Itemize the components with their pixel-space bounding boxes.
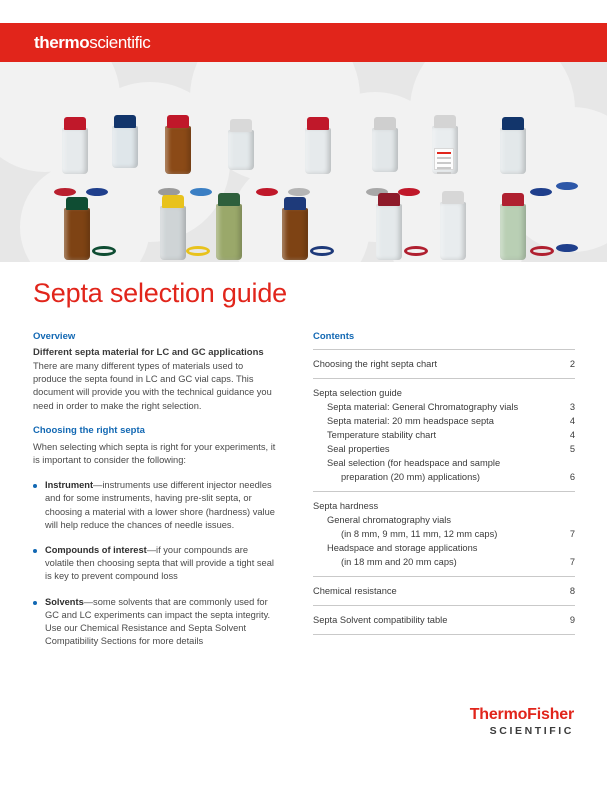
toc-entry[interactable] [313, 584, 575, 598]
bullet-term: Compounds of interest [45, 545, 147, 556]
toc-group-title [313, 386, 575, 400]
toc-label: Temperature stability chart [327, 430, 437, 440]
septum-blue-2 [190, 188, 212, 196]
septum-navy-2 [556, 182, 578, 190]
toc-entry[interactable] [313, 414, 575, 428]
divider [313, 634, 575, 635]
toc-group-title [313, 499, 575, 513]
toc-entry[interactable] [313, 400, 575, 414]
thermo-fisher-scientific-logo [470, 706, 574, 737]
contents-heading: Contents [313, 331, 355, 342]
toc-group-4 [313, 577, 575, 605]
overview-paragraph: There are many different types of materials used to produce the septa found in LC and GC vial caps. This document will provide you with the technical guidance you need in order to make the right selection. [33, 361, 272, 411]
toc-entry-continued[interactable] [313, 470, 575, 484]
overview-column [33, 331, 276, 660]
toc-label: Septa Solvent compatibility table [313, 615, 448, 625]
toc-label: Seal selection (for headspace and sample [327, 458, 501, 468]
septum-ring-navy-1 [310, 246, 334, 256]
septum-ring-green-1 [92, 246, 116, 256]
choosing-heading: Choosing the right septa [33, 424, 145, 436]
toc-label: General chromatography vials [327, 515, 452, 525]
toc-page: 7 [569, 557, 575, 567]
toc-page: 4 [569, 416, 575, 426]
brand-header-bar [0, 23, 607, 62]
toc-entry-continued[interactable] [313, 527, 575, 541]
bullet-text: —instruments use different injector needles and for some instruments, having pre-slit septa, or choosing a material with a lower shore (hardness) value will help reduce the chances of needle issues. [45, 480, 275, 530]
list-item [33, 544, 276, 584]
toc-label: (in 18 mm and 20 mm caps) [341, 557, 457, 567]
toc-entry[interactable] [313, 613, 575, 627]
overview-heading: Overview [33, 331, 76, 342]
footer-scientific-text: SCIENTIFIC [489, 725, 574, 737]
toc-label: Septa selection guide [313, 388, 402, 398]
septum-red-3 [398, 188, 420, 196]
septum-ring-red-2 [530, 246, 554, 256]
overview-subheading: Different septa material for LC and GC applications [33, 347, 264, 358]
toc-group-1 [313, 350, 575, 378]
toc-group-5 [313, 606, 575, 634]
toc-entry[interactable] [313, 357, 575, 371]
toc-group-2 [313, 379, 575, 491]
toc-label: preparation (20 mm) applications) [341, 472, 480, 482]
toc-page: 4 [569, 430, 575, 440]
logo-scientific-text: scientific [89, 33, 151, 52]
toc-label: Choosing the right septa chart [313, 359, 438, 369]
septum-ring-yellow-1 [186, 246, 210, 256]
hero-banner-image [0, 62, 607, 262]
toc-label: Seal properties [327, 444, 390, 454]
vial-label [434, 148, 454, 170]
toc-group-3 [313, 492, 575, 576]
septum-ring-red-1 [404, 246, 428, 256]
septum-red-2 [256, 188, 278, 196]
bullet-term: Instrument [45, 480, 94, 491]
toc-entry[interactable] [313, 456, 575, 470]
list-item [33, 479, 276, 532]
toc-page: 6 [569, 472, 575, 482]
toc-page: 2 [569, 359, 575, 369]
septum-navy-1 [530, 188, 552, 196]
footer-thermofisher-text: ThermoFisher [469, 706, 574, 723]
bullet-text: —some solvents that are commonly used for GC and LC experiments can impact the septa integrity. Use our Chemical Resistance and Septa Solvent Compatibility Sections for more details [45, 596, 271, 647]
toc-label: Septa material: 20 mm headspace septa [327, 416, 494, 426]
toc-entry[interactable] [313, 541, 575, 555]
toc-label: (in 8 mm, 9 mm, 11 mm, 12 mm caps) [341, 529, 498, 539]
septum-navy-3 [556, 244, 578, 252]
toc-page: 7 [569, 529, 575, 539]
toc-label: Septa material: General Chromatography vials [327, 402, 519, 412]
septum-red-1 [54, 188, 76, 196]
septum-gray-2 [288, 188, 310, 196]
toc-label: Chemical resistance [313, 586, 397, 596]
list-item [33, 596, 276, 649]
toc-label: Septa hardness [313, 501, 379, 511]
bullet-term: Solvents [45, 596, 84, 607]
bullet-text: —if your compounds are volatile then choosing septa that will provide a tight seal is key to prevent compound loss [45, 545, 274, 582]
consideration-bullet-list [33, 479, 276, 648]
toc-label: Headspace and storage applications [327, 543, 478, 553]
contents-column [313, 331, 575, 635]
toc-page: 3 [569, 402, 575, 412]
toc-entry[interactable] [313, 428, 575, 442]
toc-page: 9 [569, 615, 575, 625]
toc-page: 5 [569, 444, 575, 454]
toc-entry-continued[interactable] [313, 555, 575, 569]
toc-entry[interactable] [313, 442, 575, 456]
choosing-paragraph: When selecting which septa is right for your experiments, it is important to consider the following: [33, 441, 276, 466]
logo-thermo-text: thermo [34, 33, 90, 52]
page-title: Septa selection guide [33, 278, 287, 308]
toc-entry[interactable] [313, 513, 575, 527]
septum-blue-1 [86, 188, 108, 196]
toc-page: 8 [569, 586, 575, 596]
thermo-scientific-logo [34, 33, 150, 53]
